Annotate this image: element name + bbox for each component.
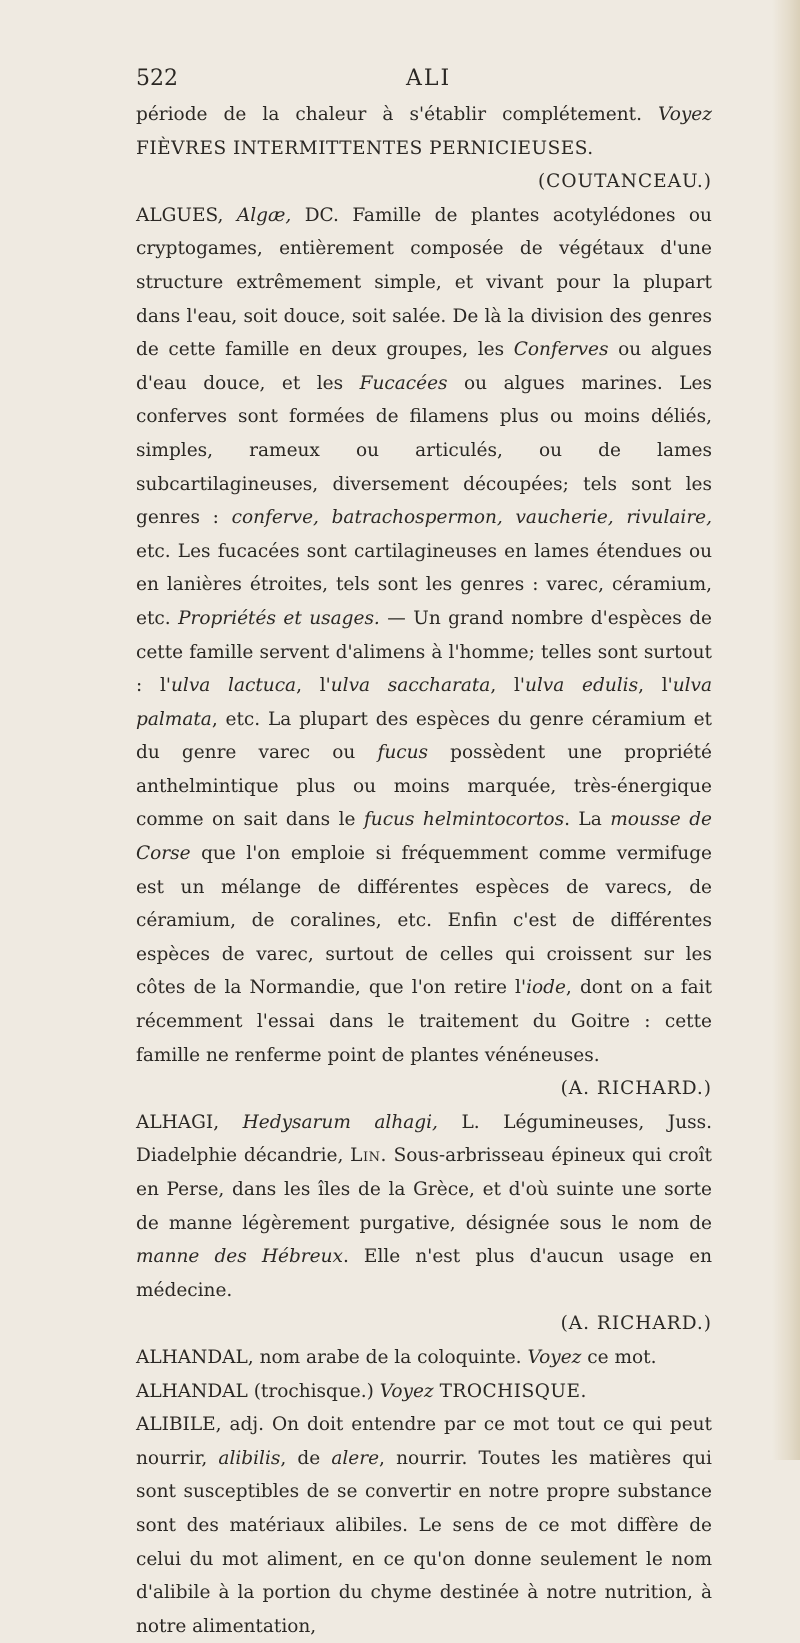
entry-alhagi: ALHAGI, Hedysarum alhagi, L. Légumineuses, Juss. Diadelphie décandrie, Lin. Sous-arbrisseau épineux qui croît en Perse, dans les îles de la Grèce, et d'où suinte une sorte de manne légèrement purgative, désignée sous le nom de manne des Hébreux. Elle n'est plus d'aucun usage en médecine. (A. RICHARD.)	[136, 1106, 712, 1341]
cross-reference: FIÈVRES INTERMITTENTES PERNICIEUSES.	[136, 137, 594, 159]
entry-alhandal: ALHANDAL, nom arabe de la coloquinte. Voyez ce mot.	[136, 1346, 657, 1368]
entry-headword: ALHANDAL	[136, 1380, 248, 1402]
section-label: Propriétés et usages.	[178, 607, 380, 629]
latin-name: Algæ,	[236, 204, 292, 226]
entry-headword: ALIBILE,	[136, 1414, 222, 1436]
running-title: ALI	[406, 66, 452, 91]
entry-headword: ALHANDAL,	[136, 1346, 254, 1368]
entry-algues: ALGUES, Algæ, DC. Famille de plantes acotylédones ou cryptogames, entièrement composée de végétaux d'une structure extrêmement simple, et vivant pour la plupart dans l'eau, soit douce, soit salée. De là la division des genres de cette famille en deux groupes, les Conferves ou algues d'eau douce, et les Fucacées ou algues marines. Les conferves sont formées de filamens plus ou moins déliés, simples, rameux ou articulés, ou de lames subcartilagineuses, diversement découpées; tels sont les genres : conferve, batrachospermon, vaucherie, rivulaire, etc. Les fucacées sont cartilagineuses en lames étendues ou en lanières étroites, tels sont les genres : varec, céramium, etc. Propriétés et usages. — Un grand nombre d'espèces de cette famille servent d'alimens à l'homme; telles sont surtout : l'ulva lactuca, l'ulva saccharata, l'ulva edulis, l'ulva palmata, etc. La plupart des espèces du genre céramium et du genre varec ou fucus possèdent une propriété anthelmintique plus ou moins marquée, très-énergique comme on sait dans le fucus helmintocortos. La mousse de Corse que l'on emploie si fréquemment comme vermifuge est un mélange de différentes espèces de varecs, de céramium, de coralines, etc. Enfin c'est de différentes espèces de varec, surtout de celles qui croissent sur les côtes de la Normandie, que l'on retire l'iode, dont on a fait récemment l'essai dans le traitement du Goitre : cette famille ne renferme point de plantes vénéneuses. (A. RICHARD.)	[136, 199, 712, 1106]
entry-headword: ALGUES,	[136, 204, 224, 226]
author-signature: (A. RICHARD.)	[560, 1313, 712, 1335]
cross-reference: TROCHISQUE.	[439, 1380, 587, 1402]
see-reference: Voyez	[527, 1346, 582, 1368]
author-signature: (A. RICHARD.)	[560, 1078, 712, 1100]
see-reference: Voyez	[658, 104, 712, 125]
continuation-paragraph: période de la chaleur à s'établir complétement. Voyez FIÈVRES INTERMITTENTES PERNICIEUSES. (COUTANCEAU.)	[136, 98, 712, 199]
page-edge-shadow	[772, 0, 800, 1460]
entry-alhandal-trochisque: ALHANDAL (trochisque.) Voyez TROCHISQUE.	[136, 1380, 587, 1402]
entry-alibile: ALIBILE, adj. On doit entendre par ce mot tout ce qui peut nourrir, alibilis, de alere, nourrir. Toutes les matières qui sont susceptibles de se convertir en notre propre substance sont des matériaux alibiles. Le sens de ce mot diffère de celui du mot aliment, en ce qu'on donne seulement le nom d'alibile à la portion du chyme destinée à notre nutrition, à notre alimentation,	[136, 1414, 712, 1637]
page-number: 522	[136, 66, 178, 91]
see-reference: Voyez	[379, 1380, 434, 1402]
body-text	[136, 98, 712, 1643]
latin-name: Hedysarum alhagi,	[242, 1111, 438, 1133]
entry-headword: ALHAGI,	[136, 1111, 220, 1133]
running-header	[136, 66, 696, 94]
author-signature: (COUTANCEAU.)	[537, 171, 712, 193]
